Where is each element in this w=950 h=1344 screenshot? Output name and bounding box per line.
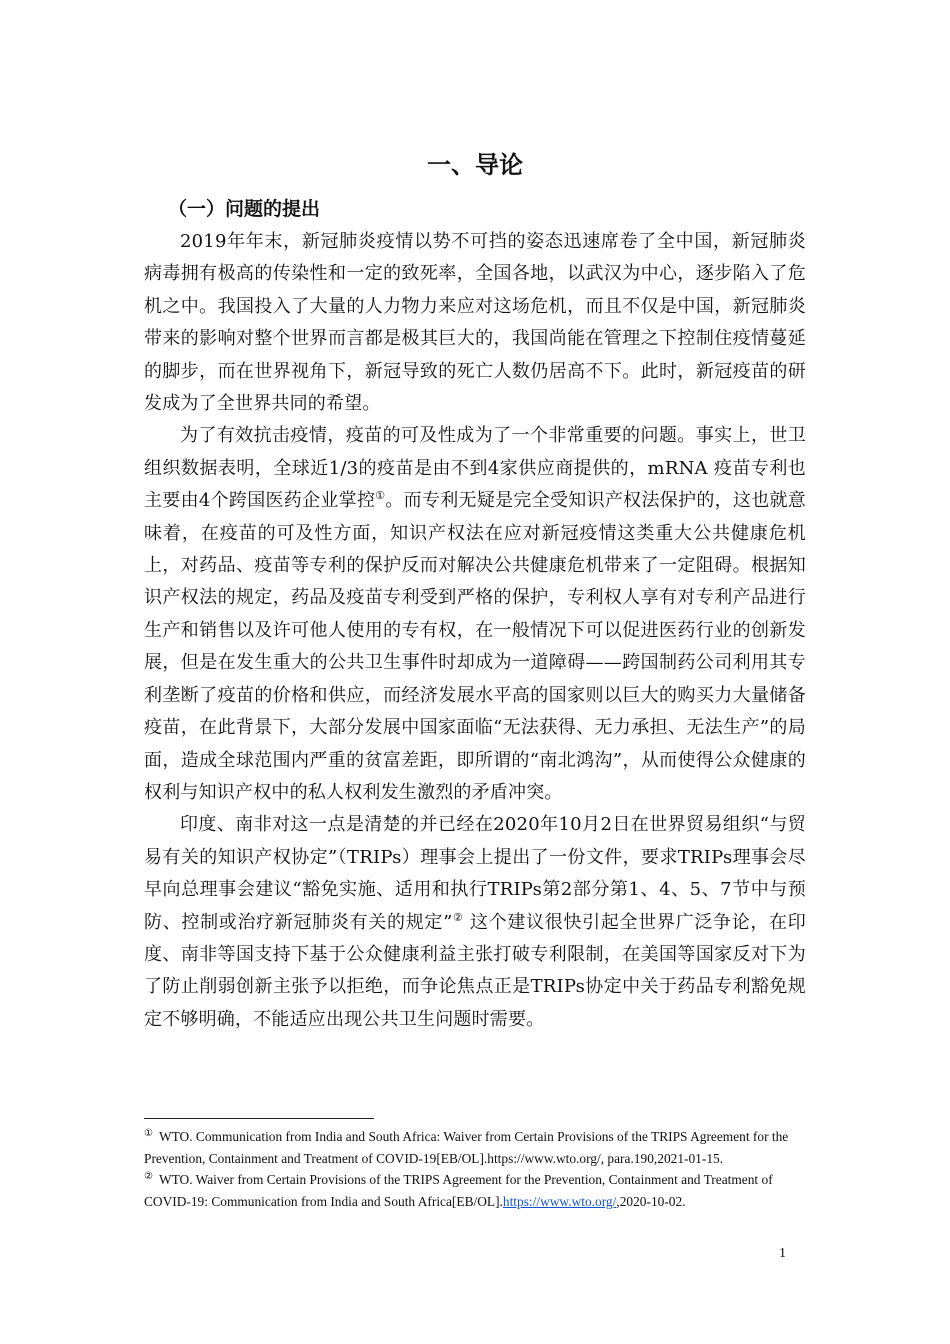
footnotes xyxy=(144,1126,808,1212)
footnote-2-tail: ,2020-10-02. xyxy=(616,1193,686,1209)
paragraph-1-text: 2019年年末，新冠肺炎疫情以势不可挡的姿态迅速席卷了全中国，新冠肺炎病毒拥有极高的传染性和一定的致死率，全国各地，以武汉为中心，逐步陷入了危机之中。我国投入了大量的人力物力来应对这场危机，而且不仅是中国，新冠肺炎带来的影响对整个世界而言都是极其巨大的，我国尚能在管理之下控制住疫情蔓延的脚步，而在世界视角下，新冠导致的死亡人数仍居高不下。此时，新冠疫苗的研发成为了全世界共同的希望。 xyxy=(144,231,806,415)
footnote-2-mark: ② xyxy=(144,1170,153,1182)
paragraph-3 xyxy=(144,809,806,1036)
footnote-1-mark: ① xyxy=(144,1127,153,1139)
footnote-1-text: WTO. Communication from India and South Africa: Waiver from Certain Provisions of the TRIPS Agreement for the Prevention, Containment and Treatment of COVID-19[EB/OL].https://www.wto.org/, para.190,2021-01-15. xyxy=(144,1129,789,1166)
footnote-ref-1[interactable]: ① xyxy=(375,489,386,503)
footnote-2-text: WTO. Waiver from Certain Provisions of the TRIPS Agreement for the Prevention, Containment and Treatment of COVID-19: Communication from India and South Africa[EB/OL]. xyxy=(144,1172,773,1209)
chapter-title: 一、导论 xyxy=(427,151,523,179)
footnote-2 xyxy=(144,1169,808,1212)
paragraph-2 xyxy=(144,420,806,809)
footnote-2-link[interactable]: https://www.wto.org/ xyxy=(502,1193,617,1209)
paragraph-3-text-a: 印度、南非对这一点是清楚的并已经在2020年10月2日在世界贸易组织“与贸易有关的知识产权协定”（TRIPs）理事会上提出了一份文件，要求TRIPs理事会尽早向总理事会建议“豁免实施、适用和执行TRIPs第2部分第1、4、5、7节中与预防、控制或治疗新冠肺炎有关的规定” xyxy=(144,814,806,933)
paragraph-2-text-a: 为了有效抗击疫情，疫苗的可及性成为了一个非常重要的问题。事实上，世卫组织数据表明，全球近1/3的疫苗是由不到4家供应商提供的，mRNA 疫苗专利也主要由4个跨国医药企业掌控 xyxy=(144,425,806,512)
footnote-1 xyxy=(144,1126,808,1169)
paragraph-2-text-b: 。而专利无疑是完全受知识产权法保护的，这也就意味着，在疫苗的可及性方面，知识产权法在应对新冠疫情这类重大公共健康危机上，对药品、疫苗等专利的保护反而对解决公共健康危机带来了一定阻碍。根据知识产权法的规定，药品及疫苗专利受到严格的保护，专利权人享有对专利产品进行生产和销售以及许可他人使用的专有权，在一般情况下可以促进医药行业的创新发展，但是在发生重大的公共卫生事件时却成为一道障碍——跨国制药公司利用其专利垄断了疫苗的价格和供应，而经济发展水平高的国家则以巨大的购买力大量储备疫苗，在此背景下，大部分发展中国家面临“无法获得、无力承担、无法生产”的局面，造成全球范围内严重的贫富差距，即所谓的“南北鸿沟”，从而使得公众健康的权利与知识产权中的私人权利发生激烈的矛盾冲突。 xyxy=(144,490,806,803)
section-title: （一）问题的提出 xyxy=(168,198,321,220)
paragraph-3-text-b: 这个建议很快引起全世界广泛争论，在印度、南非等国支持下基于公众健康利益主张打破专利限制，在美国等国家反对下为了防止削弱创新主张予以拒绝，而争论焦点正是TRIPs协定中关于药品专利豁免规定不够明确，不能适应出现公共卫生问题时需要。 xyxy=(144,911,806,1030)
footnote-separator xyxy=(144,1118,374,1119)
body-text xyxy=(144,226,806,1036)
page-number: 1 xyxy=(779,1246,786,1261)
footnote-ref-2[interactable]: ② xyxy=(452,910,464,924)
paragraph-1 xyxy=(144,226,806,420)
